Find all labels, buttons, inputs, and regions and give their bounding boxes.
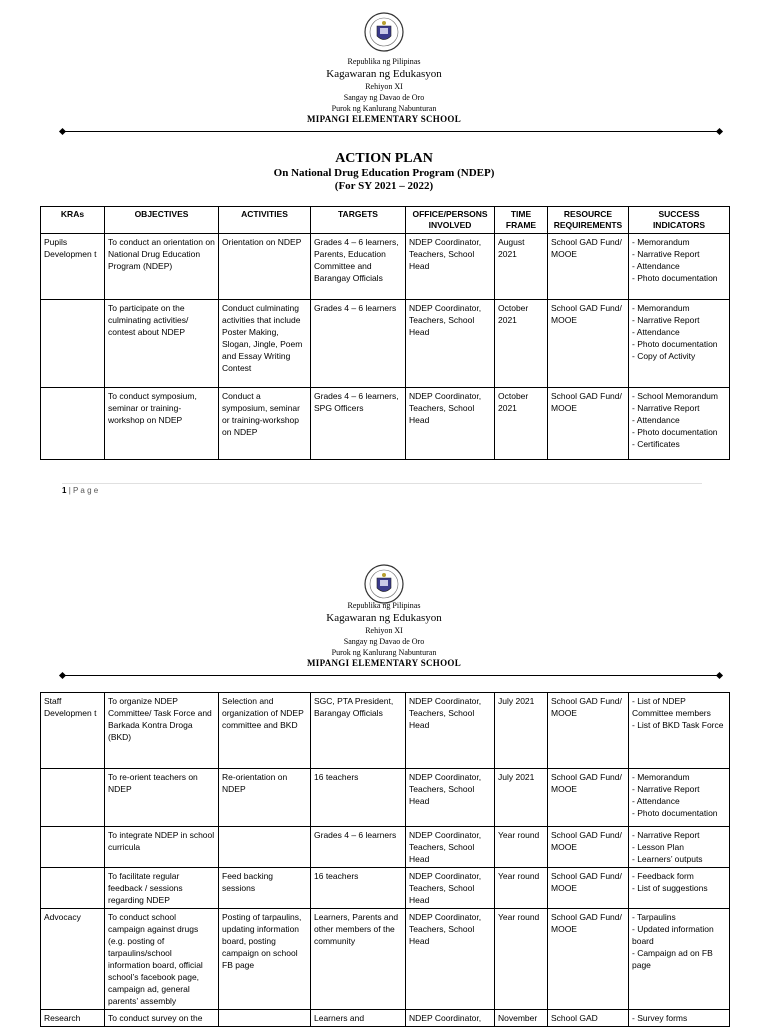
table-cell: October 2021 xyxy=(495,388,548,460)
column-header: KRAs xyxy=(41,207,105,234)
table-cell: Selection and organization of NDEP committee and BKD xyxy=(219,693,311,769)
table-cell: Grades 4 – 6 learners xyxy=(311,300,406,388)
table-cell: NDEP Coordinator, Teachers, School Head xyxy=(406,868,495,909)
table-cell: Re-orientation on NDEP xyxy=(219,769,311,827)
table-row xyxy=(41,769,730,827)
table-cell: Orientation on NDEP xyxy=(219,234,311,300)
page-number: 1 xyxy=(62,486,67,495)
table-cell: School GAD Fund/ MOOE xyxy=(548,234,629,300)
table-cell: NDEP Coordinator, Teachers, School Head xyxy=(406,388,495,460)
action-plan-table xyxy=(40,206,730,460)
table-cell: To re-orient teachers on NDEP xyxy=(105,769,219,827)
table-cell: Pupils Developmen t xyxy=(41,234,105,300)
table-cell: Learners and xyxy=(311,1010,406,1027)
table-cell: NDEP Coordinator, Teachers, School Head xyxy=(406,769,495,827)
table-cell: To conduct symposium, seminar or training-workshop on NDEP xyxy=(105,388,219,460)
table-cell: - Feedback form - List of suggestions xyxy=(629,868,730,909)
table-cell: 16 teachers xyxy=(311,868,406,909)
table-cell xyxy=(219,827,311,868)
table-cell: Advocacy xyxy=(41,909,105,1010)
table-cell: NDEP Coordinator, xyxy=(406,1010,495,1027)
table-cell: Year round xyxy=(495,909,548,1010)
deped-seal-icon xyxy=(364,12,404,52)
header-district: Purok ng Kanlurang Nabunturan xyxy=(331,104,437,113)
table-cell: NDEP Coordinator, Teachers, School Head xyxy=(406,693,495,769)
header-division: Sangay ng Davao de Oro xyxy=(343,637,425,646)
table-cell xyxy=(41,868,105,909)
table-cell: Staff Developmen t xyxy=(41,693,105,769)
table-cell xyxy=(41,388,105,460)
title-sub: On National Drug Education Program (NDEP) xyxy=(273,167,495,179)
table-cell: NDEP Coordinator, Teachers, School Head xyxy=(406,300,495,388)
table-cell: - Tarpaulins - Updated information board - Campaign ad on FB page xyxy=(629,909,730,1010)
table-cell: October 2021 xyxy=(495,300,548,388)
table-cell: To conduct school campaign against drugs (e.g. posting of tarpaulins/school information board, official school’s facebook page, campaign ad, general parents’ assembly xyxy=(105,909,219,1010)
table-cell: To integrate NDEP in school curricula xyxy=(105,827,219,868)
table-cell: NDEP Coordinator, Teachers, School Head xyxy=(406,827,495,868)
header-school: MIPANGI ELEMENTARY SCHOOL xyxy=(306,114,462,124)
table-cell: NDEP Coordinator, Teachers, School Head xyxy=(406,909,495,1010)
table-cell: School GAD Fund/ MOOE xyxy=(548,693,629,769)
agency-header xyxy=(0,56,768,125)
table-cell: NDEP Coordinator, Teachers, School Head xyxy=(406,234,495,300)
table-cell: Year round xyxy=(495,827,548,868)
table-cell: Grades 4 – 6 learners, Parents, Education Committee and Barangay Officials xyxy=(311,234,406,300)
header-divider xyxy=(62,131,720,132)
table-header-row xyxy=(41,207,730,234)
table-cell xyxy=(41,769,105,827)
table-cell: Learners, Parents and other members of the community xyxy=(311,909,406,1010)
table-cell: - Survey forms xyxy=(629,1010,730,1027)
table-cell: - Memorandum - Narrative Report - Attendance - Photo documentation xyxy=(629,234,730,300)
table-cell: To facilitate regular feedback / sessions regarding NDEP xyxy=(105,868,219,909)
column-header: OFFICE/PERSONS INVOLVED xyxy=(406,207,495,234)
table-row xyxy=(41,388,730,460)
table-cell: July 2021 xyxy=(495,769,548,827)
table-cell: July 2021 xyxy=(495,693,548,769)
table-row xyxy=(41,693,730,769)
table-cell: Feed backing sessions xyxy=(219,868,311,909)
table-cell: To conduct survey on the xyxy=(105,1010,219,1027)
table-row xyxy=(41,909,730,1010)
table-cell: Conduct a symposium, seminar or training-workshop on NDEP xyxy=(219,388,311,460)
table-cell: School GAD Fund/ MOOE xyxy=(548,909,629,1010)
footer-divider xyxy=(62,483,702,484)
table-row xyxy=(41,868,730,909)
column-header: RESOURCE REQUIREMENTS xyxy=(548,207,629,234)
page-footer xyxy=(62,486,98,495)
header-division: Sangay ng Davao de Oro xyxy=(343,93,425,102)
table-row xyxy=(41,234,730,300)
table-cell: School GAD Fund/ MOOE xyxy=(548,300,629,388)
table-cell: Posting of tarpaulins, updating information board, posting campaign on school FB page xyxy=(219,909,311,1010)
header-region: Rehiyon XI xyxy=(365,82,403,91)
table-cell: - List of NDEP Committee members - List of BKD Task Force xyxy=(629,693,730,769)
table-row xyxy=(41,827,730,868)
table-cell: Research xyxy=(41,1010,105,1027)
table-cell: To participate on the culminating activities/ contest about NDEP xyxy=(105,300,219,388)
header-district: Purok ng Kanlurang Nabunturan xyxy=(331,648,437,657)
table-cell: School GAD xyxy=(548,1010,629,1027)
header-republic: Republika ng Pilipinas xyxy=(347,601,421,610)
table-cell: Grades 4 – 6 learners, SPG Officers xyxy=(311,388,406,460)
table-cell: School GAD Fund/ MOOE xyxy=(548,388,629,460)
table-cell: School GAD Fund/ MOOE xyxy=(548,868,629,909)
title-sy: (For SY 2021 – 2022) xyxy=(334,180,434,192)
column-header: TARGETS xyxy=(311,207,406,234)
table-row xyxy=(41,300,730,388)
header-region: Rehiyon XI xyxy=(365,626,403,635)
table-cell: 16 teachers xyxy=(311,769,406,827)
page-label: | P a g e xyxy=(68,486,99,495)
header-department: Kagawaran ng Edukasyon xyxy=(326,612,442,624)
table-cell: - Narrative Report - Lesson Plan - Learners’ outputs xyxy=(629,827,730,868)
document-page-1 xyxy=(0,0,768,500)
column-header: SUCCESS INDICATORS xyxy=(629,207,730,234)
table-cell: Year round xyxy=(495,868,548,909)
table-cell: August 2021 xyxy=(495,234,548,300)
column-header: ACTIVITIES xyxy=(219,207,311,234)
column-header: OBJECTIVES xyxy=(105,207,219,234)
table-cell: - School Memorandum - Narrative Report - Attendance - Photo documentation - Certificates xyxy=(629,388,730,460)
table-cell: To organize NDEP Committee/ Task Force and Barkada Kontra Droga (BKD) xyxy=(105,693,219,769)
table-cell: - Memorandum - Narrative Report - Attendance - Photo documentation xyxy=(629,769,730,827)
agency-header xyxy=(0,600,768,669)
table-cell: Conduct culminating activities that include Poster Making, Slogan, Jingle, Poem and Essay Writing Contest xyxy=(219,300,311,388)
title-main: ACTION PLAN xyxy=(335,151,433,166)
table-cell: SGC, PTA President, Barangay Officials xyxy=(311,693,406,769)
document-page-2 xyxy=(0,560,768,1024)
table-cell: School GAD Fund/ MOOE xyxy=(548,827,629,868)
table-cell: November xyxy=(495,1010,548,1027)
table-cell: To conduct an orientation on National Drug Education Program (NDEP) xyxy=(105,234,219,300)
header-divider xyxy=(62,675,720,676)
table-cell: - Memorandum - Narrative Report - Attendance - Photo documentation - Copy of Activity xyxy=(629,300,730,388)
header-school: MIPANGI ELEMENTARY SCHOOL xyxy=(306,658,462,668)
deped-seal-icon xyxy=(364,564,404,604)
column-header: TIME FRAME xyxy=(495,207,548,234)
table-cell xyxy=(41,827,105,868)
document-title xyxy=(0,150,768,193)
action-plan-table-continued xyxy=(40,692,730,1027)
table-cell: School GAD Fund/ MOOE xyxy=(548,769,629,827)
table-cell: Grades 4 – 6 learners xyxy=(311,827,406,868)
header-department: Kagawaran ng Edukasyon xyxy=(326,68,442,80)
table-cell xyxy=(41,300,105,388)
header-republic: Republika ng Pilipinas xyxy=(347,57,421,66)
